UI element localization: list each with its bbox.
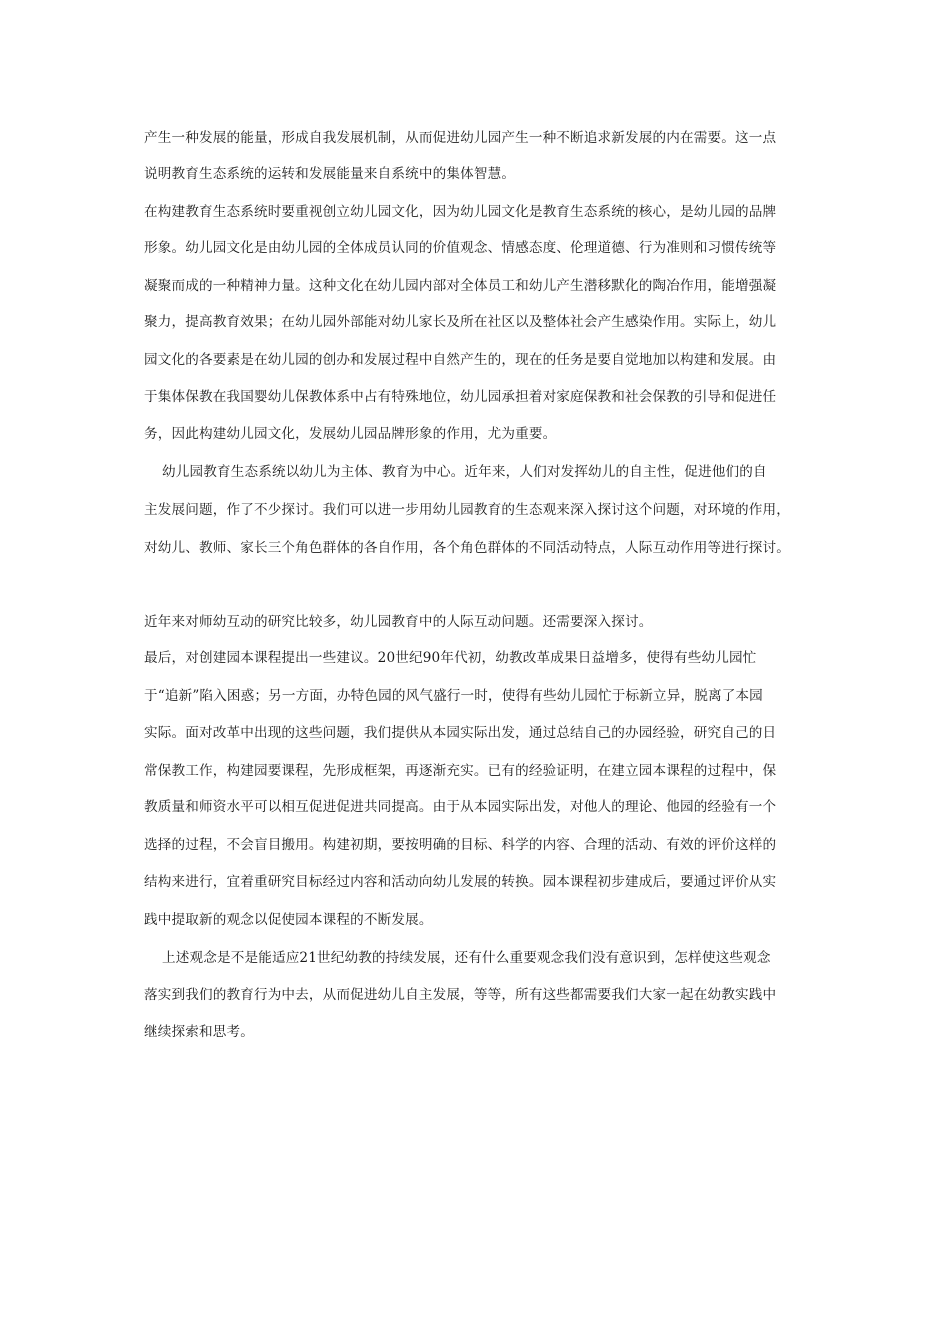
text-line: 主发展问题，作了不少探讨。我们可以进一步用幼儿园教育的生态观来深入探讨这个问题，对环境的作用， <box>144 502 790 518</box>
text-line: 于“追新”陷入困惑；另一方面，办特色园的风气盛行一时，使得有些幼儿园忙于标新立异，脱离了本园 <box>144 688 763 704</box>
text-line: 教质量和师资水平可以相互促进促进共同提高。由于从本园实际出发，对他人的理论、他园的经验有一个 <box>144 799 777 815</box>
text-line: 践中提取新的观念以促使园本课程的不断发展。 <box>144 912 433 928</box>
text-line: 近年来对师幼互动的研究比较多，幼儿园教育中的人际互动问题。还需要深入探讨。 <box>144 614 653 630</box>
text-line: 形象。幼儿园文化是由幼儿园的全体成员认同的价值观念、情感态度、伦理道德、行为准则和习惯传统等 <box>144 240 777 256</box>
text-line: 务，因此构建幼儿园文化，发展幼儿园品牌形象的作用，尤为重要。 <box>144 426 557 442</box>
text-line: 说明教育生态系统的运转和发展能量来自系统中的集体智慧。 <box>144 166 516 182</box>
text-line: 在构建教育生态系统时要重视创立幼儿园文化，因为幼儿园文化是教育生态系统的核心，是幼儿园的品牌 <box>144 204 777 220</box>
text-line: 上述观念是不是能适应21世纪幼教的持续发展，还有什么重要观念我们没有意识到，怎样使这些观念 <box>162 950 771 966</box>
text-line: 聚力，提高教育效果；在幼儿园外部能对幼儿家长及所在社区以及整体社会产生感染作用。实际上，幼儿 <box>144 314 777 330</box>
text-line: 于集体保教在我国婴幼儿保教体系中占有特殊地位，幼儿园承担着对家庭保教和社会保教的引导和促进任 <box>144 389 777 405</box>
text-line: 选择的过程，不会盲目搬用。构建初期，要按明确的目标、科学的内容、合理的活动、有效的评价这样的 <box>144 837 777 853</box>
text-line: 实际。面对改革中出现的这些问题，我们提供从本园实际出发，通过总结自己的办园经验，研究自己的日 <box>144 725 777 741</box>
text-line: 常保教工作，构建园要课程，先形成框架，再逐渐充实。已有的经验证明，在建立园本课程的过程中，保 <box>144 763 777 779</box>
text-line: 园文化的各要素是在幼儿园的创办和发展过程中自然产生的，现在的任务是要自觉地加以构建和发展。由 <box>144 352 777 368</box>
text-line: 幼儿园教育生态系统以幼儿为主体、教育为中心。近年来，人们对发挥幼儿的自主性，促进他们的自 <box>162 464 767 480</box>
text-line: 继续探索和思考。 <box>144 1024 254 1040</box>
text-line: 凝聚而成的一种精神力量。这种文化在幼儿园内部对全体员工和幼儿产生潜移默化的陶冶作用，能增强凝 <box>144 278 777 294</box>
text-line: 结构来进行，宜着重研究目标经过内容和活动向幼儿发展的转换。园本课程初步建成后，要通过评价从实 <box>144 874 777 890</box>
text-line: 对幼儿、教师、家长三个角色群体的各自作用，各个角色群体的不同活动特点，人际互动作用等进行探讨。 <box>144 540 790 556</box>
text-line: 落实到我们的教育行为中去，从而促进幼儿自主发展，等等，所有这些都需要我们大家一起在幼教实践中 <box>144 987 777 1003</box>
text-line: 最后，对创建园本课程提出一些建议。20世纪90年代初，幼教改革成果日益增多，使得有些幼儿园忙 <box>144 650 757 666</box>
text-line: 产生一种发展的能量，形成自我发展机制，从而促进幼儿园产生一种不断追求新发展的内在需要。这一点 <box>144 130 777 146</box>
